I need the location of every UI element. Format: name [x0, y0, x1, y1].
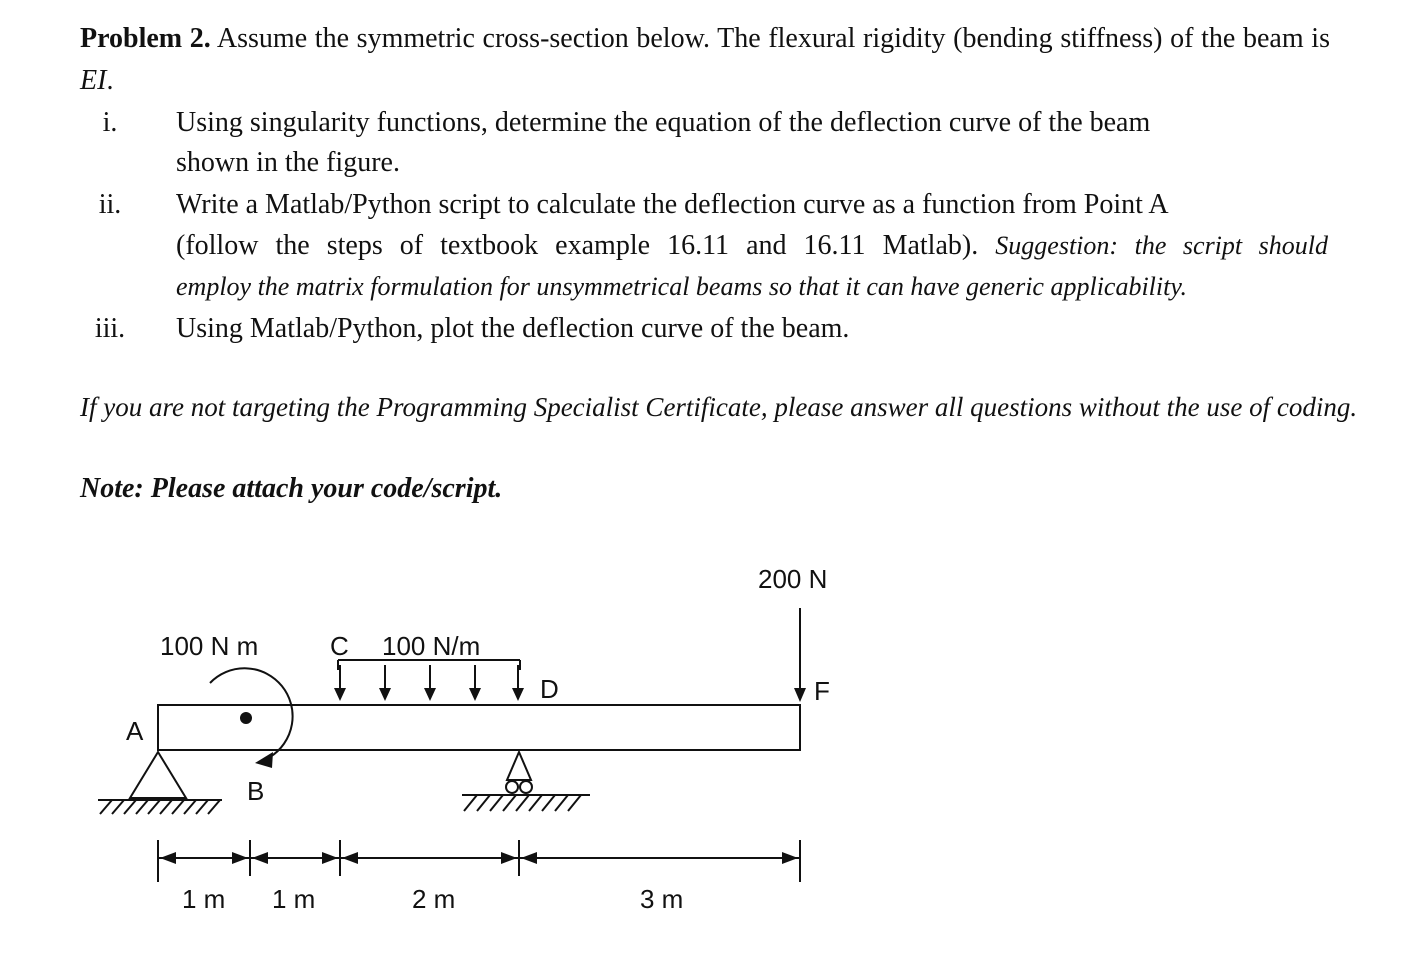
point-a-label: A — [126, 716, 144, 746]
point-c-label: C — [330, 631, 349, 661]
item-text-line — [176, 225, 1328, 266]
item-text: (follow the steps of textbook example 16.11 and 16.11 Matlab). — [176, 230, 979, 261]
pin-support-icon — [98, 752, 222, 814]
point-d-label: D — [540, 674, 559, 704]
item-number: iii. — [94, 313, 126, 344]
problem-statement: Problem 2. Assume the symmetric cross-section below. The flexural rigidity (bending stiffness) of the beam is EI. — [80, 23, 1330, 96]
point-f-label: F — [814, 676, 830, 706]
distributed-load — [334, 660, 524, 701]
point-load-arrow-icon — [794, 608, 806, 702]
item-text-line: Write a Matlab/Python script to calculate the deflection curve as a function from Point A — [176, 189, 1169, 220]
load-arrow-icon — [379, 665, 391, 701]
coding-note: If you are not targeting the Programming Specialist Certificate, please answer all questions without the use of coding. — [80, 392, 1358, 422]
load-arrow-icon — [424, 665, 436, 701]
item-text-line: Using Matlab/Python, plot the deflection curve of the beam. — [176, 313, 850, 344]
item-text-line: shown in the figure. — [176, 147, 400, 178]
dimension-label: 1 m — [272, 884, 316, 914]
item-number: i. — [102, 107, 118, 138]
distributed-load-label: 100 N/m — [382, 631, 481, 661]
roller-support-icon — [462, 752, 590, 811]
question-item-1 — [80, 102, 1330, 186]
dimension-label: 2 m — [412, 884, 456, 914]
item-text-line: Using singularity functions, determine the equation of the deflection curve of the beam — [176, 107, 1151, 138]
force-label: 200 N — [758, 564, 828, 594]
point-b-label: B — [247, 776, 265, 806]
item-number: ii. — [98, 189, 122, 220]
moment-label: 100 N m — [160, 631, 259, 661]
load-arrow-icon — [512, 665, 524, 701]
load-arrow-icon — [334, 665, 346, 701]
load-arrow-icon — [469, 665, 481, 701]
question-item-2 — [80, 184, 1330, 310]
attach-note: Note: Please attach your code/script. — [80, 473, 503, 504]
problem-heading: Problem 2. — [80, 23, 211, 54]
dimension-label: 1 m — [182, 884, 226, 914]
suggestion-text: Suggestion: the script should — [995, 231, 1329, 260]
problem-intro: Assume the symmetric cross-section below. The flexural rigidity (bending stiffness) of the beam is — [216, 23, 1330, 54]
problem-ei: EI — [80, 65, 107, 96]
suggestion-text: employ the matrix formulation for unsymmetrical beams so that it can have generic applicability. — [176, 272, 1187, 301]
dimension-line — [158, 840, 800, 882]
question-item-3 — [80, 308, 1330, 352]
beam-diagram — [0, 540, 1000, 940]
dimension-label: 3 m — [640, 884, 684, 914]
beam — [158, 705, 800, 750]
